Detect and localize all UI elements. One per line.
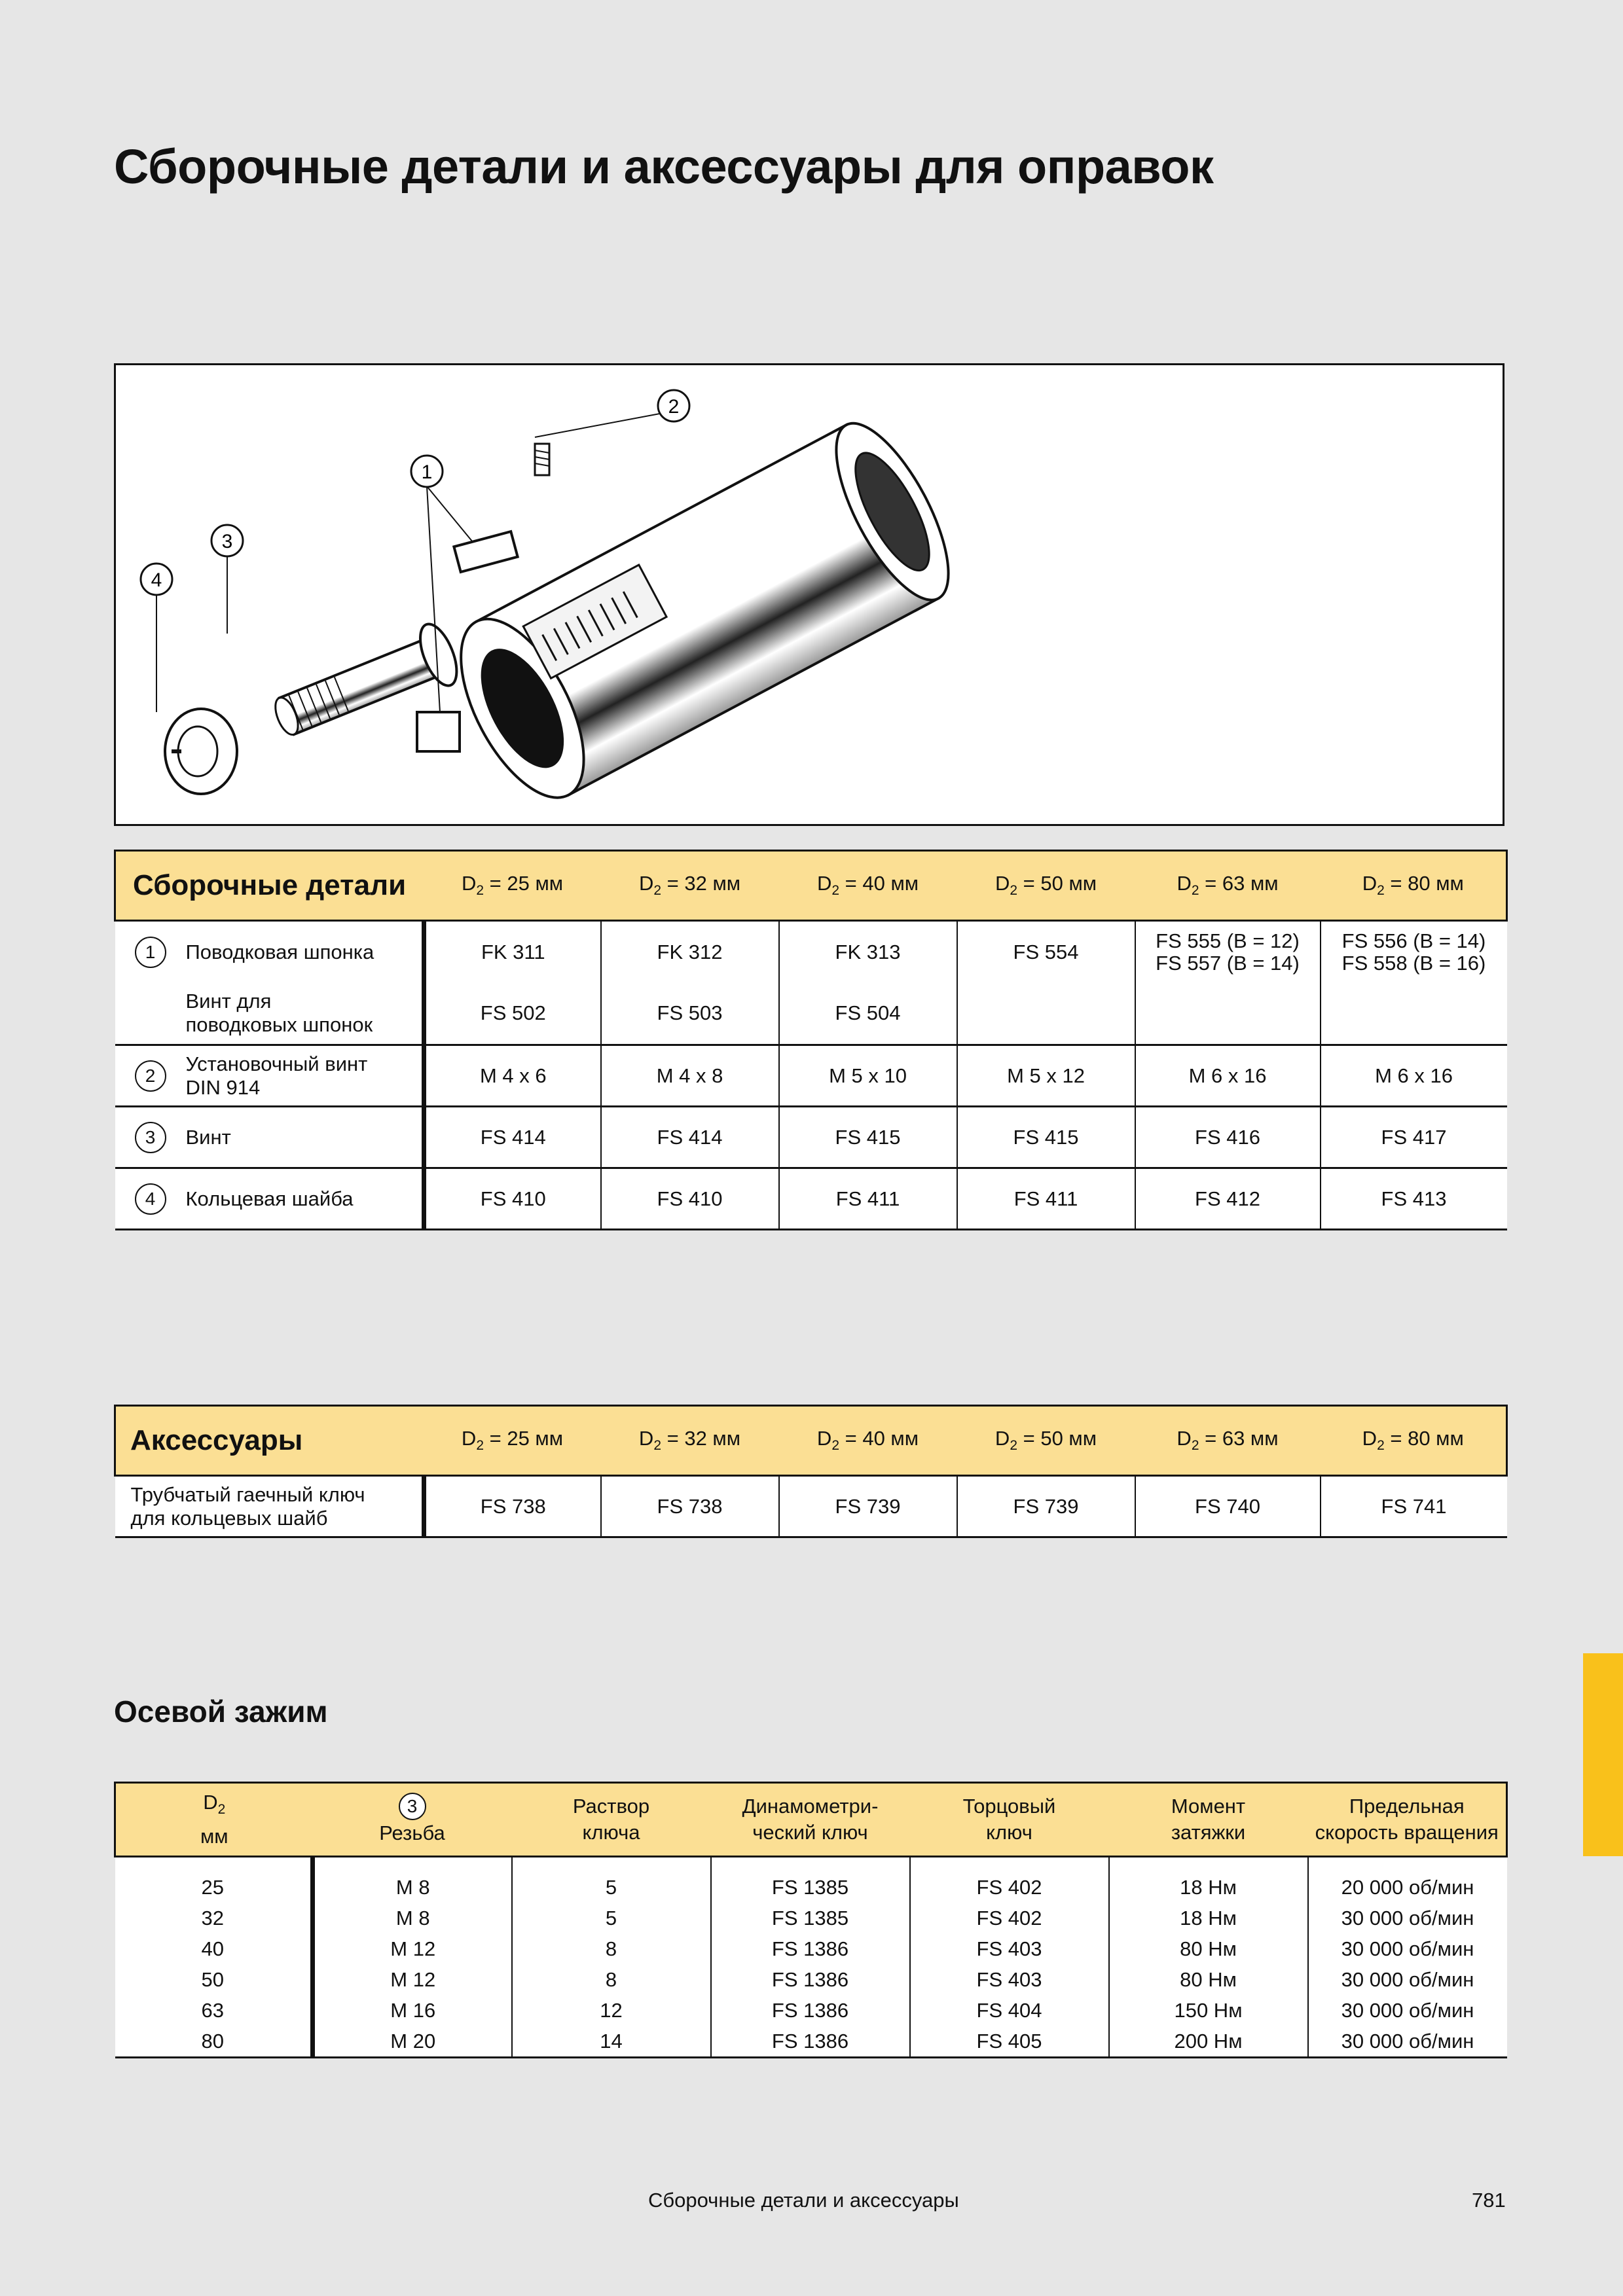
drive-key-lower	[417, 712, 460, 751]
part-name: Винт	[186, 1107, 424, 1168]
axial-table	[114, 1782, 1508, 2058]
callout-4	[141, 564, 172, 595]
table-cell: FS 1386	[711, 1933, 910, 1964]
table-cell: FS 403	[910, 1933, 1109, 1964]
table-cell: 30 000 об/мин	[1308, 1964, 1507, 1995]
table-cell: M 12	[313, 1964, 512, 1995]
table-cell: FS 415	[779, 1107, 957, 1168]
ring-washer-part	[165, 709, 237, 794]
table-cell: FS 410	[424, 1168, 601, 1230]
table-cell: 8	[512, 1933, 711, 1964]
table-cell: M 8	[313, 1903, 512, 1933]
set-screw-part	[535, 444, 549, 475]
table-cell: FS 740	[1135, 1476, 1321, 1537]
table-cell: M 8	[313, 1872, 512, 1903]
table-cell: 18 Нм	[1109, 1903, 1308, 1933]
table-row	[115, 2026, 1507, 2058]
table-row	[115, 1045, 1507, 1107]
parts-header-row	[115, 851, 1507, 921]
table-cell: 25	[115, 1872, 313, 1903]
table-row	[115, 1107, 1507, 1168]
table-cell: FS 1386	[711, 1964, 910, 1995]
col-d63: $D_2 = 63$ мм	[1135, 851, 1321, 921]
table-cell: M 16	[313, 1995, 512, 2026]
table-cell: FK 311	[424, 921, 601, 983]
table-cell: 12	[512, 1995, 711, 2026]
part-name: Кольцевая шайба	[186, 1168, 424, 1230]
table-cell: 63	[115, 1995, 313, 2026]
col-d80: $D_2 = 80$ мм	[1321, 851, 1507, 921]
callout-3	[211, 525, 243, 556]
table-cell: 5	[512, 1872, 711, 1903]
table-cell: 30 000 об/мин	[1308, 2026, 1507, 2058]
exploded-view-drawing	[116, 365, 1503, 824]
table-cell: M 12	[313, 1933, 512, 1964]
table-cell: M 6 x 16	[1135, 1045, 1321, 1107]
table-cell: 200 Нм	[1109, 2026, 1308, 2058]
item-number: 1	[115, 921, 186, 983]
svg-text:2: 2	[668, 396, 680, 418]
table-cell: M 5 x 10	[779, 1045, 957, 1107]
table-cell: 14	[512, 2026, 711, 2058]
table-cell: 30 000 об/мин	[1308, 1995, 1507, 2026]
table-cell: FS 410	[601, 1168, 779, 1230]
table-cell: FS 503	[601, 983, 779, 1045]
svg-text:1: 1	[421, 461, 433, 483]
part-name: Установочный винт DIN 914	[186, 1045, 424, 1107]
table-cell: M 6 x 16	[1321, 1045, 1507, 1107]
table-cell: FS 1386	[711, 2026, 910, 2058]
svg-text:4: 4	[151, 569, 162, 591]
table-row	[115, 1995, 1507, 2026]
table-cell: FS 405	[910, 2026, 1109, 2058]
table-cell: FS 741	[1321, 1476, 1507, 1537]
table-cell: 30 000 об/мин	[1308, 1933, 1507, 1964]
table-cell: FS 1385	[711, 1903, 910, 1933]
table-cell: FS 414	[601, 1107, 779, 1168]
table-cell	[1135, 983, 1321, 1045]
table-cell: FS 502	[424, 983, 601, 1045]
table-cell: FK 312	[601, 921, 779, 983]
col-d40: $D_2 = 40$ мм	[779, 851, 957, 921]
arbor-body	[436, 408, 970, 817]
table-row	[115, 1903, 1507, 1933]
table-row	[115, 983, 1507, 1045]
table-cell: FS 402	[910, 1903, 1109, 1933]
table-cell: 80 Нм	[1109, 1964, 1308, 1995]
table-cell: 80	[115, 2026, 313, 2058]
drive-key-upper	[454, 531, 517, 572]
table-cell: FS 413	[1321, 1168, 1507, 1230]
callout-1	[411, 456, 443, 487]
footer-section-name: Сборочные детали и аксессуары	[648, 2189, 959, 2212]
part-name: Винт для поводковых шпонок	[186, 983, 424, 1045]
table-cell: FS 403	[910, 1964, 1109, 1995]
axial-section-title: Осевой зажим	[114, 1695, 328, 1729]
table-row	[115, 1168, 1507, 1230]
table-cell: FS 414	[424, 1107, 601, 1168]
section-tab-marker	[1583, 1653, 1623, 1856]
parts-table	[114, 850, 1508, 1230]
table-cell: FS 738	[601, 1476, 779, 1537]
table-cell: M 20	[313, 2026, 512, 2058]
table-cell: 50	[115, 1964, 313, 1995]
table-row	[115, 921, 1507, 983]
table-cell: FS 504	[779, 983, 957, 1045]
table-cell	[957, 983, 1135, 1045]
table-cell: FS 739	[779, 1476, 957, 1537]
table-cell: FS 412	[1135, 1168, 1321, 1230]
accessory-name: Трубчатый гаечный ключ для кольцевых шайб	[115, 1476, 424, 1537]
table-cell: FS 1385	[711, 1872, 910, 1903]
table-cell: FS 1386	[711, 1995, 910, 2026]
callout-2	[658, 390, 689, 422]
table-cell: FS 555 (B = 12) FS 557 (B = 14)	[1135, 921, 1321, 983]
accessories-header-row: Аксессуары $D_2 = 25$ мм $D_2 = 32$ мм $D_2 = 40$ мм $D_2 = 50$ мм $D_2 = 63$ мм $D_2 = 80$ мм	[115, 1406, 1507, 1476]
table-cell: M 4 x 6	[424, 1045, 601, 1107]
table-cell: 150 Нм	[1109, 1995, 1308, 2026]
table-cell: FS 739	[957, 1476, 1135, 1537]
table-cell: FK 313	[779, 921, 957, 983]
table-cell: 18 Нм	[1109, 1872, 1308, 1903]
accessories-table	[114, 1405, 1508, 1538]
item-number: 4	[115, 1168, 186, 1230]
svg-text:3: 3	[221, 531, 233, 552]
table-row	[115, 1933, 1507, 1964]
col-d25: $D_2 = 25$ мм	[424, 851, 601, 921]
axial-header-row: $D_2$ мм 3 Резьба Раствор ключа Динамометри- ческий ключ Торцовый ключ Момент затяжки Предельная скорость вращения	[115, 1783, 1507, 1857]
table-row	[115, 1476, 1507, 1537]
table-row	[115, 1964, 1507, 1995]
table-cell	[1321, 983, 1507, 1045]
table-cell: 5	[512, 1903, 711, 1933]
table-cell: 32	[115, 1903, 313, 1933]
accessories-table-title: Аксессуары	[115, 1406, 424, 1476]
table-cell: 20 000 об/мин	[1308, 1872, 1507, 1903]
table-cell: FS 415	[957, 1107, 1135, 1168]
col-d32: $D_2 = 32$ мм	[601, 851, 779, 921]
table-cell: 40	[115, 1933, 313, 1964]
table-cell: FS 416	[1135, 1107, 1321, 1168]
table-cell: FS 411	[957, 1168, 1135, 1230]
table-cell: 8	[512, 1964, 711, 1995]
parts-table-title: Сборочные детали	[115, 851, 424, 921]
table-row	[115, 1872, 1507, 1903]
assembly-illustration	[114, 363, 1504, 826]
table-cell: FS 554	[957, 921, 1135, 983]
table-cell: FS 411	[779, 1168, 957, 1230]
table-cell: 80 Нм	[1109, 1933, 1308, 1964]
table-cell: M 4 x 8	[601, 1045, 779, 1107]
part-name: Поводковая шпонка	[186, 921, 424, 983]
table-cell: FS 417	[1321, 1107, 1507, 1168]
table-cell: FS 404	[910, 1995, 1109, 2026]
table-cell: 30 000 об/мин	[1308, 1903, 1507, 1933]
page-number: 781	[1472, 2189, 1506, 2212]
page-title: Сборочные детали и аксессуары для оправок	[114, 139, 1214, 194]
item-number: 2	[115, 1045, 186, 1107]
table-cell: FS 402	[910, 1872, 1109, 1903]
table-cell: FS 738	[424, 1476, 601, 1537]
table-cell: FS 556 (B = 14) FS 558 (B = 16)	[1321, 921, 1507, 983]
table-cell: M 5 x 12	[957, 1045, 1135, 1107]
item-number: 3	[115, 1107, 186, 1168]
col-d50: $D_2 = 50$ мм	[957, 851, 1135, 921]
